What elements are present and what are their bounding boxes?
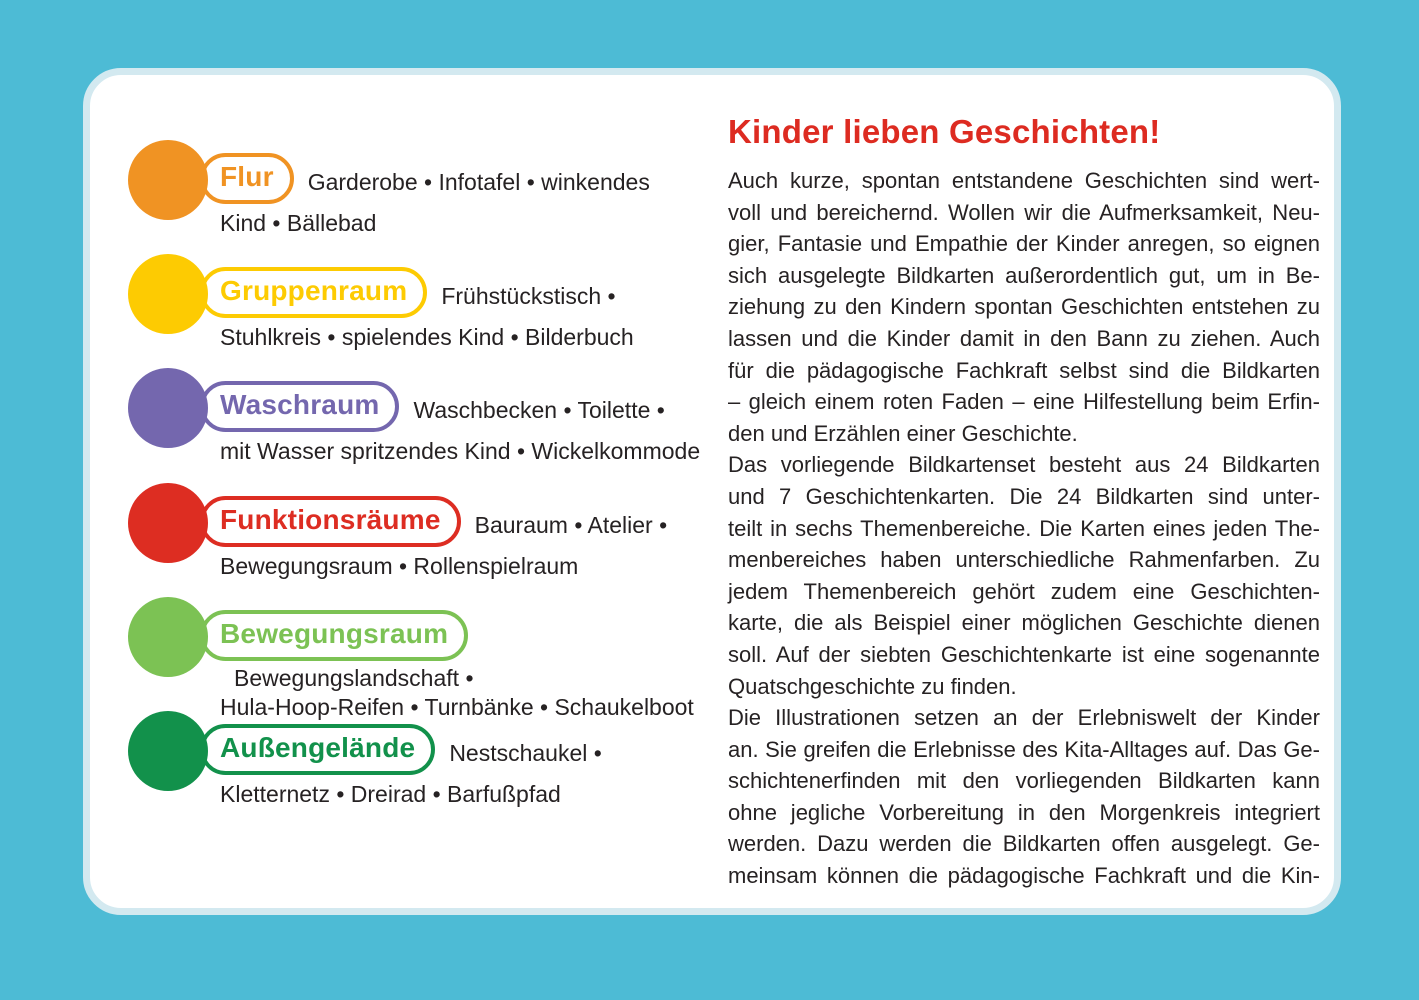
legend-keywords-line2: Bewegungsraum • Rollenspielraum bbox=[220, 553, 579, 579]
body-line: meinsam können die pädagogische Fachkraft und die Kin- bbox=[728, 863, 1320, 889]
body-line: den und Erzählen einer Geschichte. bbox=[728, 420, 1078, 446]
body-line: voll und bereichernd. Wollen wir die Aufmerksamkeit, Neu- bbox=[728, 199, 1320, 225]
flur-color-dot-icon bbox=[128, 140, 208, 220]
paragraph bbox=[728, 165, 1320, 449]
legend-keywords-line1: Bewegungslandschaft • bbox=[234, 665, 474, 691]
legend-keywords-line1: Garderobe • Infotafel • winkendes bbox=[307, 169, 650, 195]
content-card bbox=[83, 68, 1341, 915]
legend-keywords-line2: Hula-Hoop-Reifen • Turnbänke • Schaukelboot bbox=[220, 694, 694, 720]
legend-content bbox=[220, 140, 708, 240]
body-line: an. Sie greifen die Erlebnisse des Kita-Alltages auf. Das Ge- bbox=[728, 736, 1320, 762]
body-line: Das vorliegende Bildkartenset besteht aus 24 Bildkarten bbox=[728, 452, 1320, 478]
legend-pill-bewegungsraum: Bewegungsraum bbox=[200, 610, 468, 661]
legend-item-aussengelaende bbox=[128, 711, 708, 823]
body-line: werden. Dazu werden die Bildkarten offen ausgelegt. Ge- bbox=[728, 831, 1320, 857]
body-line: teilt in sechs Themenbereiche. Die Karten eines jeden The- bbox=[728, 515, 1320, 541]
body-line: für die pädagogische Fachkraft selbst sind die Bildkarten bbox=[728, 357, 1320, 383]
legend-keywords-line1: Nestschaukel • bbox=[449, 740, 602, 766]
legend-content bbox=[220, 711, 708, 811]
legend-keywords-line2: Kind • Bällebad bbox=[220, 210, 377, 236]
body-line: gier, Fantasie und Empathie der Kinder anregen, so eignen bbox=[728, 231, 1320, 257]
aussengelaende-color-dot-icon bbox=[128, 711, 208, 791]
legend-keywords-line1: Bauraum • Atelier • bbox=[474, 512, 668, 538]
body-line: soll. Auf der siebten Geschichtenkarte ist eine sogenannte bbox=[728, 641, 1320, 667]
body-line: schichtenerfinden mit den vorliegenden Bildkarten kann bbox=[728, 768, 1320, 794]
waschraum-color-dot-icon bbox=[128, 368, 208, 448]
body-line: karte, die als Beispiel einer möglichen Geschichte dienen bbox=[728, 610, 1320, 636]
funktionsraeume-color-dot-icon bbox=[128, 483, 208, 563]
legend-item-flur bbox=[128, 140, 708, 252]
body-line: Die Illustrationen setzen an der Erlebniswelt der Kinder bbox=[728, 705, 1320, 731]
legend-keywords-line1: Frühstückstisch • bbox=[441, 283, 616, 309]
body-line: – gleich einem roten Faden – eine Hilfestellung beim Erfin- bbox=[728, 389, 1320, 415]
legend-content bbox=[220, 483, 708, 583]
body-line: sich ausgelegte Bildkarten außerordentlich gut, um in Be- bbox=[728, 262, 1320, 288]
legend-pill-waschraum: Waschraum bbox=[200, 381, 399, 432]
paragraph bbox=[728, 449, 1320, 702]
legend-item-funktionsraeume bbox=[128, 483, 708, 595]
body-line: Auch kurze, spontan entstandene Geschichten sind wert- bbox=[728, 168, 1320, 193]
legend-item-bewegungsraum bbox=[128, 597, 708, 720]
legend-pill-gruppenraum: Gruppenraum bbox=[200, 267, 427, 318]
body-line: jedem Themenbereich gehört zudem eine Geschichten- bbox=[728, 578, 1320, 604]
page-title: Kinder lieben Geschichten! bbox=[728, 113, 1161, 150]
body-line: lassen und die Kinder damit in den Bann zu ziehen. Auch bbox=[728, 325, 1320, 351]
legend-keywords-line2: Stuhlkreis • spielendes Kind • Bilderbuch bbox=[220, 324, 634, 350]
legend-keywords-line2: mit Wasser spritzendes Kind • Wickelkommode bbox=[220, 438, 701, 464]
body-line: ohne jegliche Vorbereitung in den Morgenkreis integriert bbox=[728, 799, 1320, 825]
legend-pill-flur: Flur bbox=[200, 153, 294, 204]
body-line: menbereiches haben unterschiedliche Rahmenfarben. Zu bbox=[728, 547, 1320, 573]
legend-content bbox=[220, 254, 708, 354]
legend-content bbox=[220, 597, 708, 724]
legend-item-waschraum bbox=[128, 368, 708, 480]
legend-item-gruppenraum bbox=[128, 254, 708, 366]
legend-pill-funktionsraeume: Funktionsräume bbox=[200, 496, 461, 547]
legend-pill-aussengelaende: Außengelände bbox=[200, 724, 435, 775]
gruppenraum-color-dot-icon bbox=[128, 254, 208, 334]
article-body bbox=[728, 165, 1320, 892]
legend-keywords-line2: Kletternetz • Dreirad • Barfußpfad bbox=[220, 781, 561, 807]
bewegungsraum-color-dot-icon bbox=[128, 597, 208, 677]
article bbox=[728, 112, 1320, 892]
legend-keywords-line1: Waschbecken • Toilette • bbox=[413, 397, 665, 423]
body-line: ziehung zu den Kindern spontan Geschichten entstehen zu bbox=[728, 294, 1320, 320]
body-line: und 7 Geschichtenkarten. Die 24 Bildkarten sind unter- bbox=[728, 483, 1320, 509]
body-line: Quatschgeschichte zu finden. bbox=[728, 673, 1017, 699]
paragraph bbox=[728, 702, 1320, 892]
legend-content bbox=[220, 368, 708, 468]
